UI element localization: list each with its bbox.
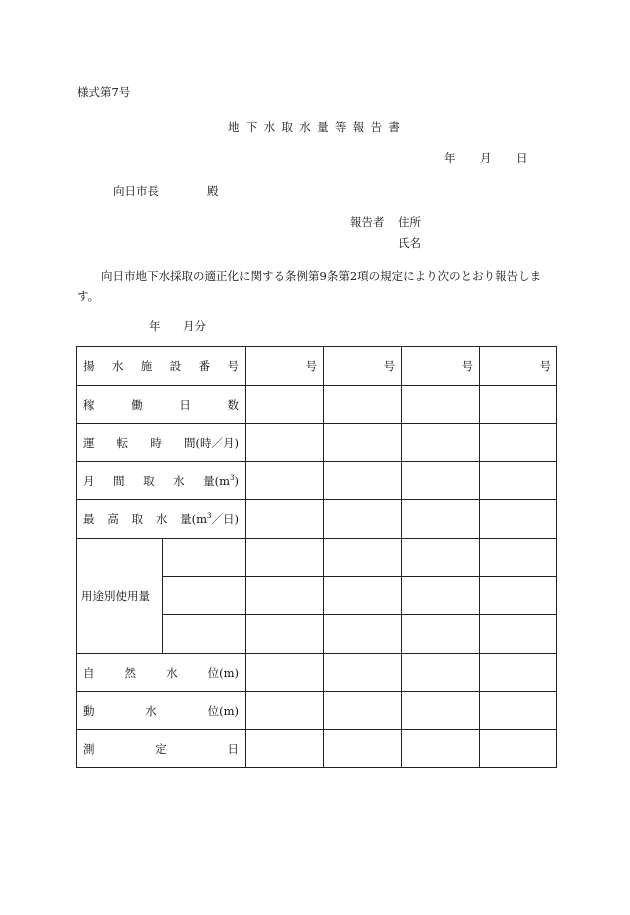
period-month: 月分 bbox=[183, 319, 206, 333]
row-label-measurement-date: 測 定 日 bbox=[83, 741, 239, 756]
period-year: 年 bbox=[149, 319, 161, 333]
reporter-label: 報告者 bbox=[350, 215, 385, 229]
column-header-4: 号 bbox=[539, 359, 551, 373]
addressee-honorific: 殿 bbox=[207, 184, 219, 198]
date-month: 月 bbox=[480, 151, 492, 165]
column-header-1: 号 bbox=[305, 359, 317, 373]
date-year: 年 bbox=[444, 151, 456, 165]
row-label-pump-facility-number: 揚 水 施 設 番 号 bbox=[83, 359, 239, 373]
row-label-static-water-level: 自 然 水 位(m) bbox=[83, 665, 239, 680]
addressee-name: 向日市長 bbox=[113, 184, 159, 198]
date-day: 日 bbox=[516, 151, 528, 165]
row-label-operating-hours: 運 転 時 間(時／月) bbox=[83, 435, 239, 450]
row-label-usage-by-purpose: 用途別使用量 bbox=[81, 589, 150, 603]
row-label-operating-days: 稼 働 日 数 bbox=[83, 397, 239, 412]
reporter-name-label: 氏名 bbox=[398, 236, 421, 250]
column-header-3: 号 bbox=[461, 359, 473, 373]
row-label-dynamic-water-level: 動 水 位(m) bbox=[83, 703, 239, 718]
row-label-max-intake: 最 高 取 水 量($m^3/$日) bbox=[83, 512, 239, 526]
row-label-monthly-intake: 月 間 取 水 量$(m^3)$ bbox=[83, 473, 239, 488]
form-number: 様式第7号 bbox=[77, 85, 131, 99]
form-title: 地下水取水量等報告書 bbox=[228, 120, 407, 134]
column-header-2: 号 bbox=[383, 359, 395, 373]
body-text: 向日市地下水採取の適正化に関する条例第9条第2項の規定により次のとおり報告します。 bbox=[77, 269, 542, 303]
reporter-address-label: 住所 bbox=[398, 215, 421, 229]
